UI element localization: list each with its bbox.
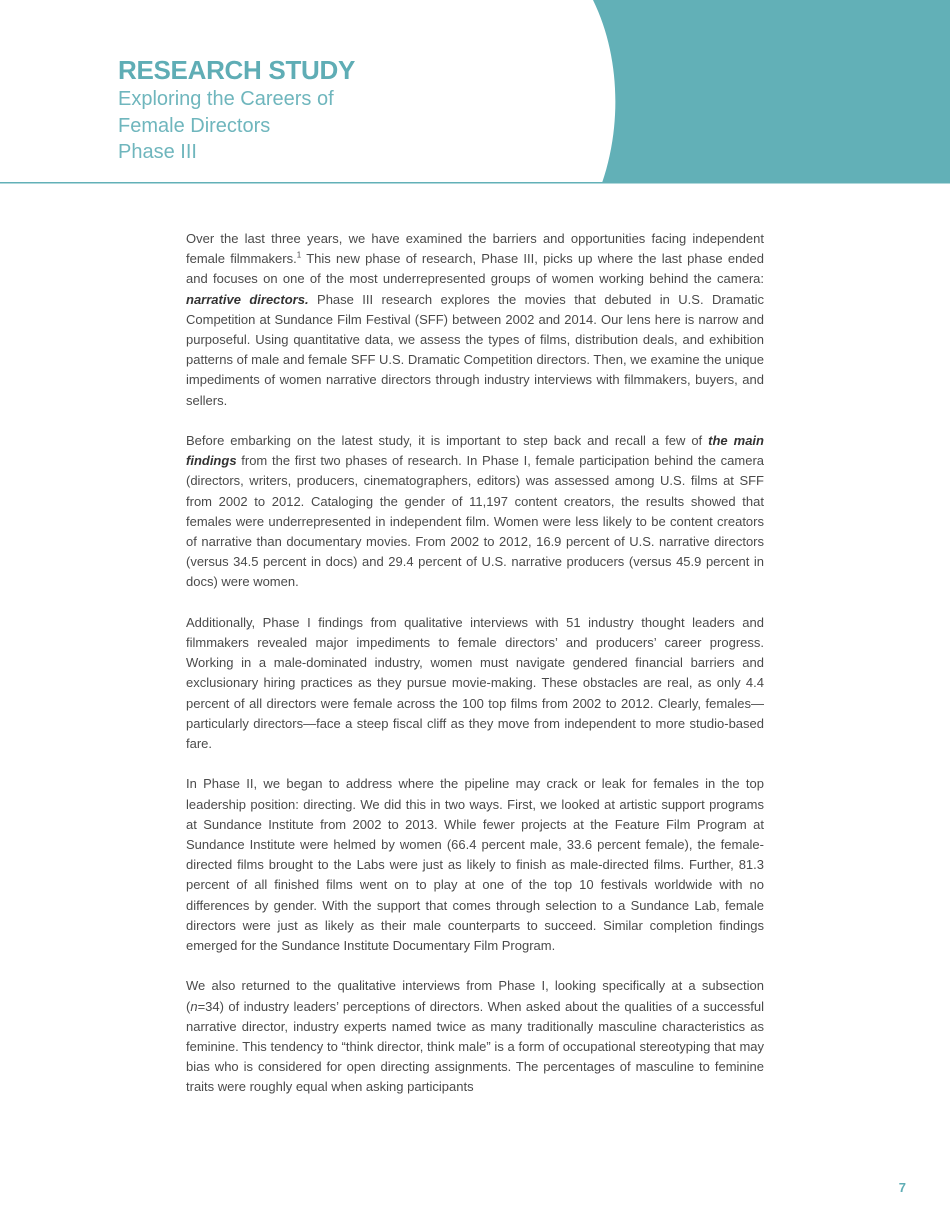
report-label: RESEARCH STUDY <box>118 55 356 85</box>
sample-size-n: n <box>190 998 198 1014</box>
teal-arc-shape <box>593 0 950 183</box>
footnote-marker: 1 <box>296 250 302 260</box>
paragraph-3: Additionally, Phase I findings from qualitative interviews with 51 industry thought leaders and filmmakers revealed major impediments to female directors’ and producers’ career progress. Working in a male-dominated industry, women must navigate gendered financial barriers and exclusionary hiring practices as they pursue movie-making. These obstacles are real, as only 4.4 percent of all directors were female across the 100 top films from 2002 to 2012. Clearly, females—particularly directors—face a steep fiscal cliff as they move from independent to more studio-based fare. <box>186 614 764 752</box>
subtitle-line-2: Female Directors <box>118 114 271 137</box>
paragraph-1 <box>186 229 764 411</box>
paragraph-2-text-a: Before embarking on the latest study, it is important to step back and recall a few of <box>186 433 709 449</box>
paragraph-1-text-b: This new phase of research, Phase III, picks up where the last phase ended and focuses on one of the most underrepresented groups of women working behind the camera: <box>186 251 764 287</box>
header-rule <box>0 182 950 184</box>
paragraph-5-text-a: We also returned to the qualitative interviews from Phase I, looking specifically at a subsection ( <box>186 978 764 1014</box>
subtitle-line-3: Phase III <box>118 141 197 163</box>
paragraph-5-text-b: =34) of industry leaders’ perceptions of directors. When asked about the qualities of a successful narrative director, industry experts named twice as many traditionally masculine characteristics as feminine. This tendency to “think director, think male” is a form of occupational stereotyping that may bias who is considered for open directing assignments. The percentages of masculine to feminine traits were roughly equal when asking participants <box>186 998 764 1095</box>
paragraph-5 <box>186 976 764 1097</box>
paragraph-1-text-a: Over the last three years, we have examined the barriers and opportunities facing independent female filmmakers. <box>186 231 764 267</box>
emphasis-main-findings: the main findings <box>186 433 764 469</box>
paragraph-2 <box>186 431 764 593</box>
report-subtitle <box>118 86 588 166</box>
subtitle-line-1: Exploring the Careers of <box>118 88 334 110</box>
paragraph-4: In Phase II, we began to address where the pipeline may crack or leak for females in the top leadership position: directing. We did this in two ways. First, we looked at artistic support programs at Sundance Institute from 2002 to 2013. While fewer projects at the Feature Film Program at Sundance Institute were helmed by women (66.4 percent male, 33.6 percent female), the female-directed films brought to the Labs were just as likely to finish as male-directed films. Further, 81.3 percent of all finished films went on to play at one of the top 10 festivals worldwide with no differences by gender. With the support that comes through selection to a Sundance Lab, female directors were just as likely as their male counterparts to succeed. Similar completion findings emerged for the Sundance Institute Documentary Film Program. <box>186 776 764 954</box>
emphasis-narrative-directors: narrative directors. <box>186 291 309 307</box>
title-block <box>118 54 588 166</box>
page-number: 7 <box>898 1180 906 1195</box>
paragraph-2-text-b: from the first two phases of research. In Phase I, female participation behind the camera (directors, writers, producers, cinematographers, editors) was assessed among U.S. films at SFF from 2002 to 2012. Cataloging the gender of 11,197 content creators, the results showed that females were underrepresented in independent film. Women were less likely to be content creators of narrative than documentary movies. From 2002 to 2012, 16.9 percent of U.S. narrative directors (versus 34.5 percent in docs) and 29.4 percent of U.S. narrative producers (versus 45.9 percent in docs) were women. <box>186 453 764 590</box>
paragraph-1-text-c: Phase III research explores the movies that debuted in U.S. Dramatic Competition at Sundance Film Festival (SFF) between 2002 and 2014. Our lens here is narrow and purposeful. Using quantitative data, we assess the types of films, distribution deals, and exhibition patterns of male and female SFF U.S. Dramatic Competition directors. Then, we examine the unique impediments of women narrative directors through industry interviews with filmmakers, buyers, and sellers. <box>186 291 764 408</box>
body-text <box>186 229 764 1118</box>
